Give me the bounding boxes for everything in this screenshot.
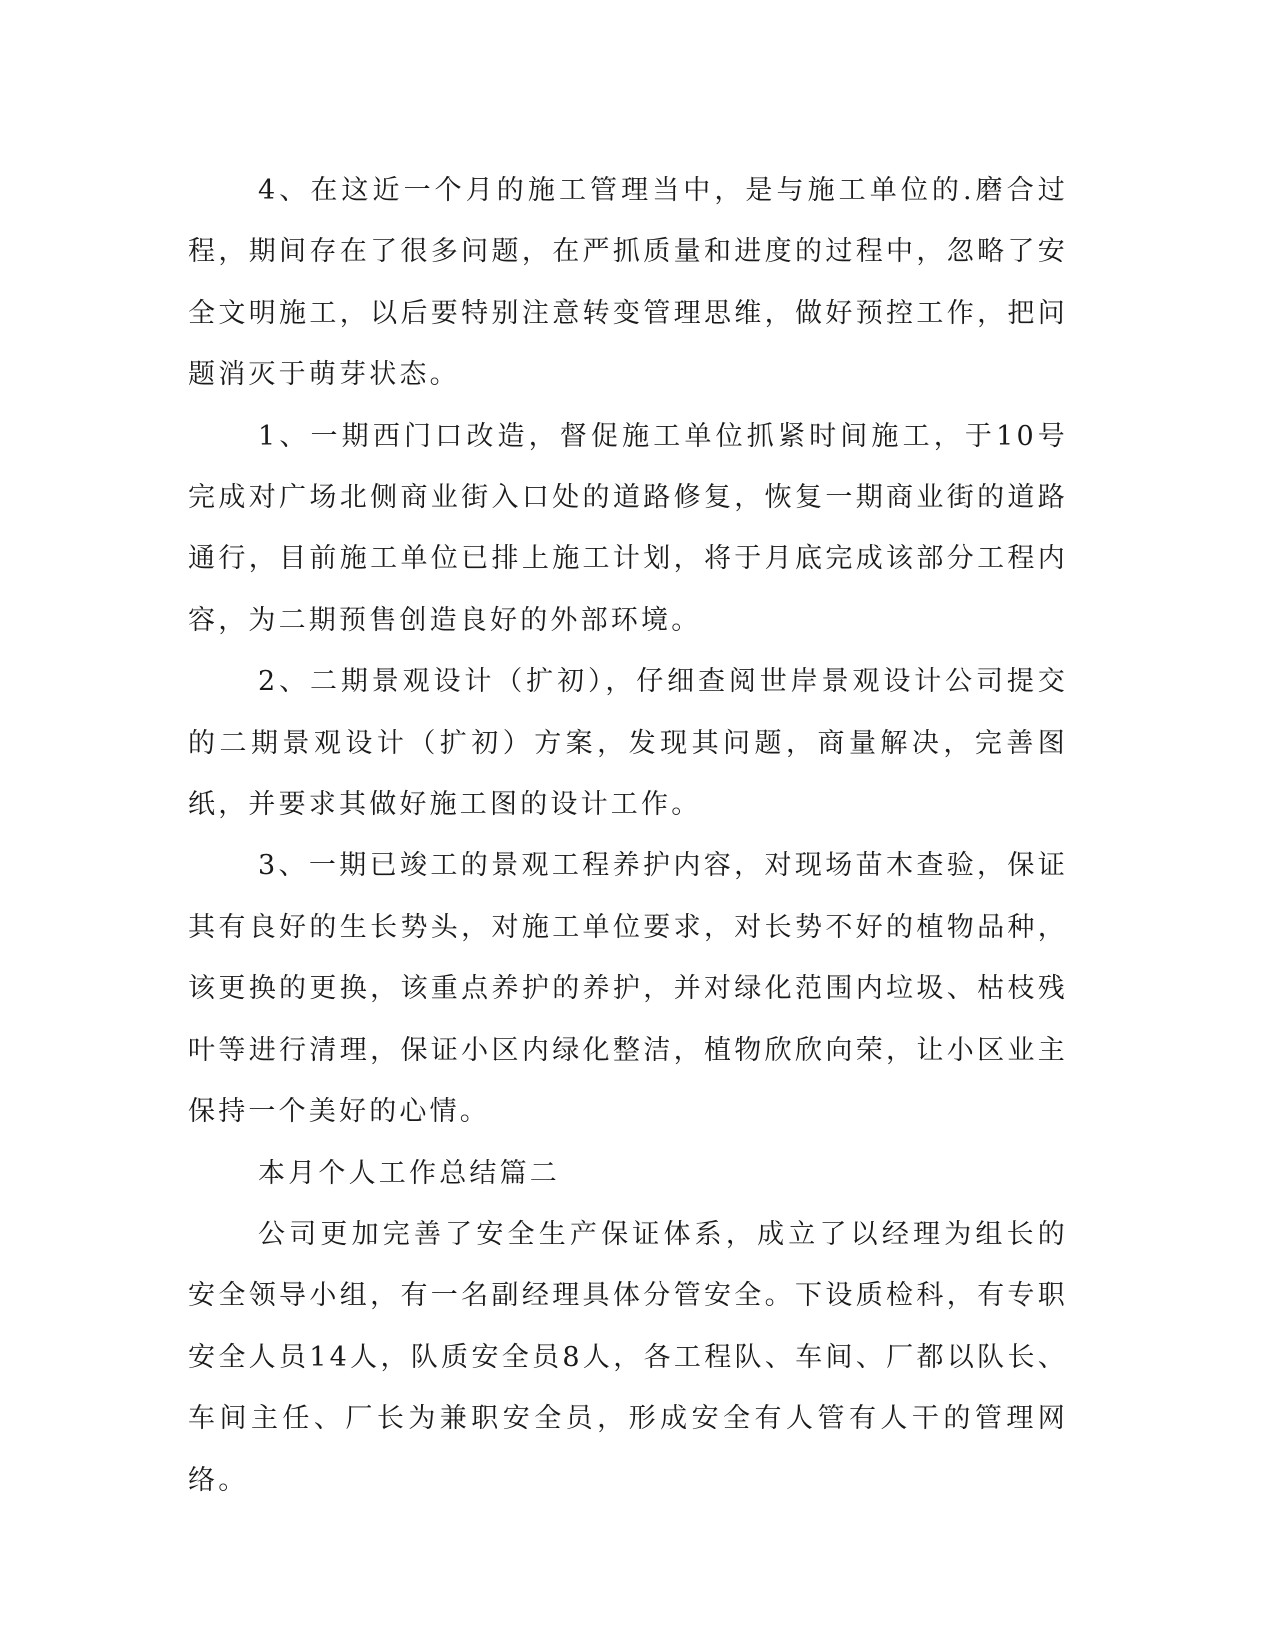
paragraph-item-1: 1、一期西门口改造，督促施工单位抓紧时间施工，于10号完成对广场北侧商业街入口处的道路修复，恢复一期商业街的道路通行，目前施工单位已排上施工计划，将于月底完成该部分工程内容，为二期预售创造良好的外部环境。 [188, 420, 1068, 636]
paragraph-item-4: 4、在这近一个月的施工管理当中，是与施工单位的.磨合过程，期间存在了很多问题，在严抓质量和进度的过程中，忽略了安全文明施工，以后要特别注意转变管理思维，做好预控工作，把问题消灭于萌芽状态。 [188, 175, 1068, 391]
section-heading: 本月个人工作总结篇二 [258, 1157, 560, 1189]
paragraph-item-3: 3、一期已竣工的景观工程养护内容，对现场苗木查验，保证其有良好的生长势头，对施工单位要求，对长势不好的植物品种，该更换的更换，该重点养护的养护，并对绿化范围内垃圾、枯枝残叶等进行清理，保证小区内绿化整洁，植物欣欣向荣，让小区业主保持一个美好的心情。 [188, 850, 1068, 1128]
closing-paragraph: 公司更加完善了安全生产保证体系，成立了以经理为组长的安全领导小组，有一名副经理具体分管安全。下设质检科，有专职安全人员14人，队质安全员8人，各工程队、车间、厂都以队长、车间主任、厂长为兼职安全员，形成安全有人管有人干的管理网络。 [188, 1218, 1068, 1496]
paragraph-item-2: 2、二期景观设计（扩初），仔细查阅世岸景观设计公司提交的二期景观设计（扩初）方案，发现其问题，商量解决，完善图纸，并要求其做好施工图的设计工作。 [188, 666, 1068, 821]
document-body [188, 160, 1068, 1511]
